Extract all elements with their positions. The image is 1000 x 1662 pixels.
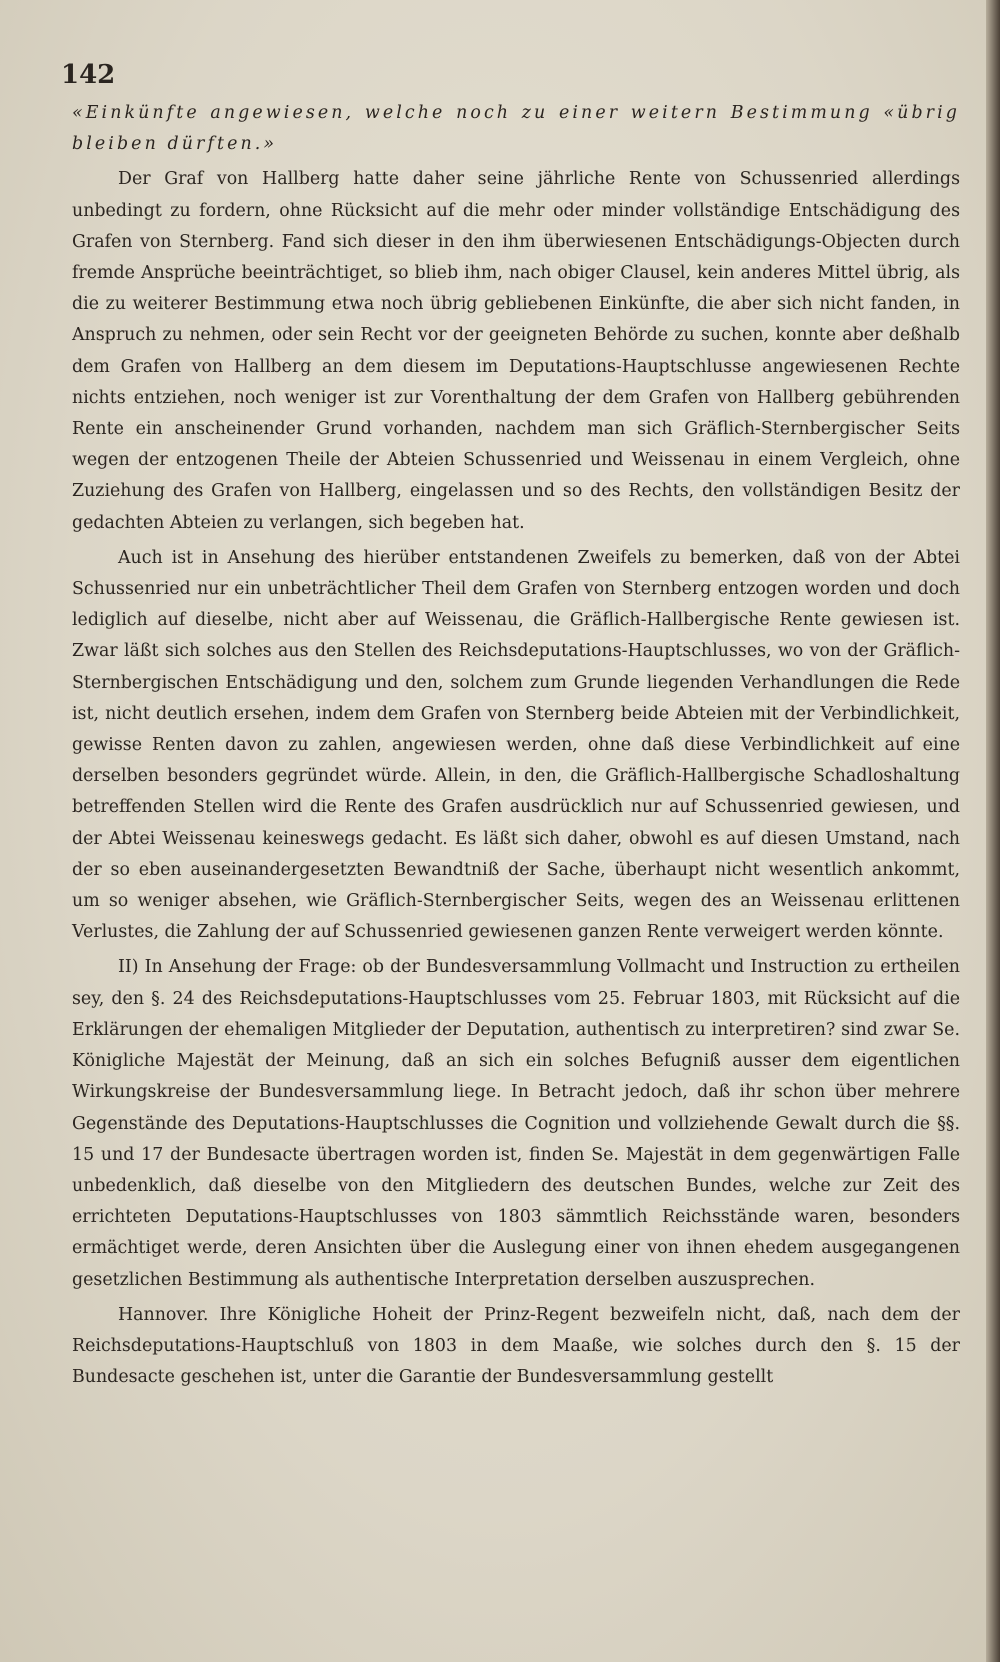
- paragraph-hallberg-rente: Der Graf von Hallberg hatte daher seine jährliche Rente von Schussenried allerdings unbedingt zu fordern, ohne Rücksicht auf die mehr oder minder vollständige Entschädigung des Grafen von Sternberg. Fand sich dieser in den ihm überwiesenen Entschädigungs-Objecten durch fremde Ansprüche beeinträchtiget, so blieb ihm, nach obiger Clausel, kein anderes Mittel übrig, als die zu weiterer Bestimmung etwa noch übrig gebliebenen Einkünfte, die aber sich nicht fanden, in Anspruch zu nehmen, oder sein Recht vor der geeigneten Behörde zu suchen, konnte aber deßhalb dem Grafen von Hallberg an dem diesem im Deputations-Hauptschlusse angewiesenen Rechte nichts entziehen, noch weniger ist zur Vorenthaltung der dem Grafen von Hallberg gebührenden Rente ein anscheinender Grund vorhanden, nachdem man sich Gräflich-Sternbergischer Seits wegen der entzogenen Theile der Abteien Schussenried und Weissenau in einem Vergleich, ohne Zuziehung des Grafen von Hallberg, eingelassen und so des Rechts, den vollständigen Besitz der gedachten Abteien zu verlangen, sich begeben hat.: [72, 169, 960, 533]
- page-edge-shadow: [986, 0, 1000, 1662]
- page-number: 142: [61, 60, 116, 90]
- paragraph-frage-ii: II) In Ansehung der Frage: ob der Bundesversammlung Vollmacht und Instruction zu ertheilen sey, den §. 24 des Reichsdeputations-Hauptschlusses vom 25. Februar 1803, mit Rücksicht auf die Erklärungen der ehemaligen Mitglieder der Deputation, authentisch zu interpretiren? sind zwar Se. Königliche Majestät der Meinung, daß an sich ein solches Befugniß ausser dem eigentlichen Wirkungskreise der Bundesversammlung liege. In Betracht jedoch, daß ihr schon über mehrere Gegenstände des Deputations-Hauptschlusses die Cognition und vollziehende Gewalt durch die §§. 15 und 17 der Bundesacte übertragen worden ist, finden Se. Majestät in dem gegenwärtigen Falle unbedenklich, daß dieselbe von den Mitgliedern des deutschen Bundes, welche zur Zeit des errichteten Deputations-Hauptschlusses von 1803 sämmtlich Reichsstände waren, besonders ermächtiget werde, deren Ansichten über die Auslegung einer von ihnen ehedem ausgegangenen gesetzlichen Bestimmung als authentische Interpretation derselben auszusprechen.: [72, 957, 960, 1290]
- page-body: [72, 98, 960, 1393]
- paragraph-zweifel: Auch ist in Ansehung des hierüber entstandenen Zweifels zu bemerken, daß von der Abtei Schussenried nur ein unbeträchtlicher Theil dem Grafen von Sternberg entzogen worden und doch lediglich auf dieselbe, nicht aber auf Weissenau, die Gräflich-Hallbergische Rente gewiesen ist. Zwar läßt sich solches aus den Stellen des Reichsdeputations-Hauptschlusses, wo von der Gräflich-Sternbergischen Entschädigung und den, solchem zum Grunde liegenden Verhandlungen die Rede ist, nicht deutlich ersehen, indem dem Grafen von Sternberg beide Abteien mit der Verbindlichkeit, gewisse Renten davon zu zahlen, angewiesen werden, ohne daß diese Verbindlichkeit auf eine derselben besonders gegründet würde. Allein, in den, die Gräflich-Hallbergische Schadloshaltung betreffenden Stellen wird die Rente des Grafen ausdrücklich nur auf Schussenried gewiesen, und der Abtei Weissenau keineswegs gedacht. Es läßt sich daher, obwohl es auf diesen Umstand, nach der so eben auseinandergesetzten Bewandtniß der Sache, überhaupt nicht wesentlich ankommt, um so weniger absehen, wie Gräflich-Sternbergischer Seits, wegen des an Weissenau erlittenen Verlustes, die Zahlung der auf Schussenried gewiesenen ganzen Rente verweigert werden könnte.: [72, 547, 960, 943]
- paragraph-hannover: Hannover. Ihre Königliche Hoheit der Prinz-Regent bezweifeln nicht, daß, nach dem der Reichsdeputations-Hauptschluß von 1803 in dem Maaße, wie solches durch den §. 15 der Bundesacte geschehen ist, unter die Garantie der Bundesversammlung gestellt: [72, 1304, 960, 1388]
- quote-continuation: «Einkünfte angewiesen, welche noch zu einer weitern Bestimmung «übrig bleiben dürften.»: [72, 103, 960, 155]
